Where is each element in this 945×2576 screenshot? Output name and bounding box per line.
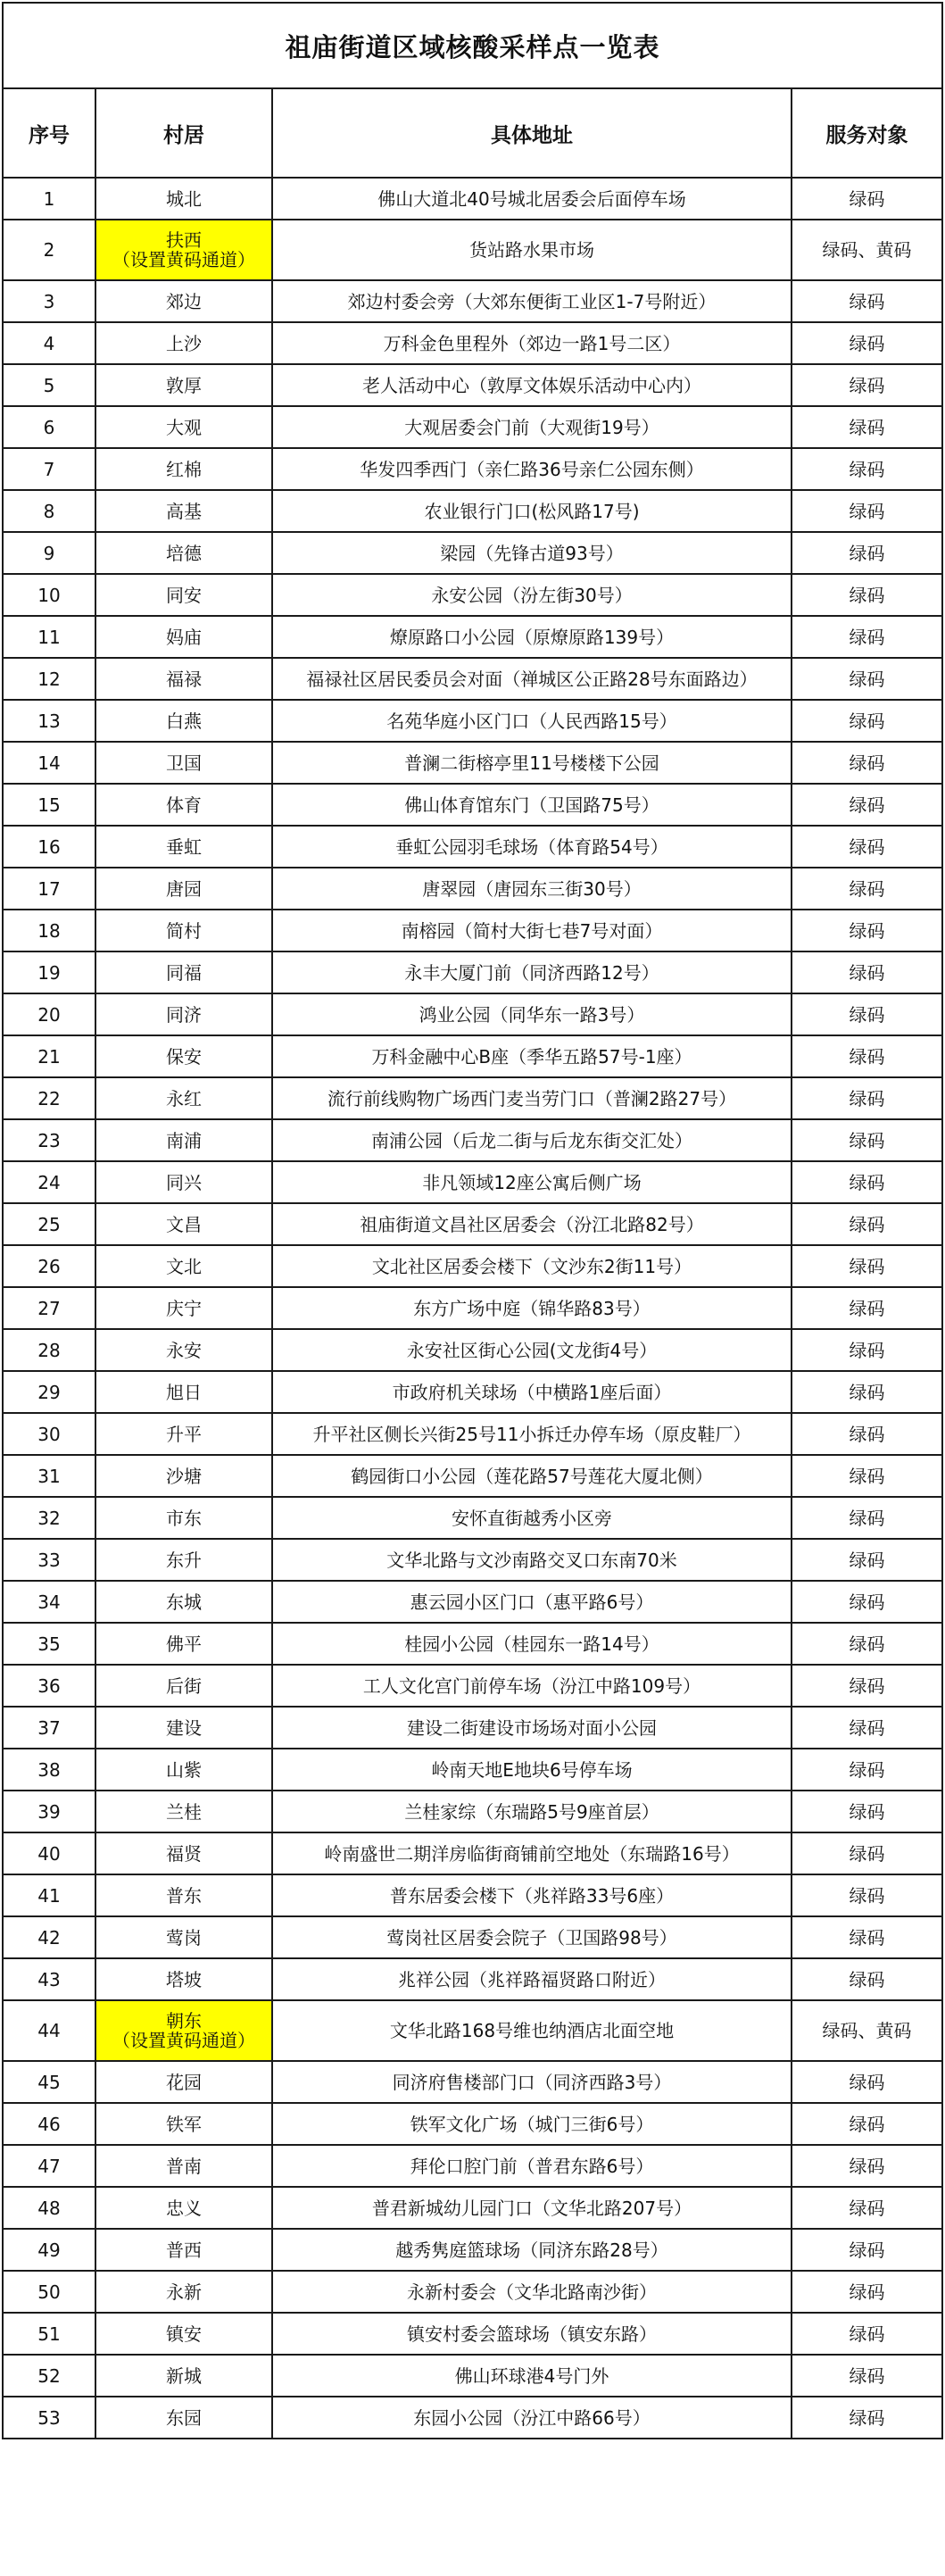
service-target: 绿码 (792, 2145, 942, 2187)
service-target: 绿码 (792, 1623, 942, 1665)
site-address: 文北社区居委会楼下（文沙东2街11号） (272, 1245, 792, 1287)
service-target: 绿码 (792, 1455, 942, 1497)
table-row (3, 1707, 942, 1749)
site-address: 大观居委会门前（大观街19号） (272, 406, 792, 448)
table-row (3, 1916, 942, 1958)
service-target: 绿码 (792, 490, 942, 532)
service-target: 绿码 (792, 1707, 942, 1749)
table-row (3, 1203, 942, 1245)
village-name: 市东 (95, 1497, 272, 1539)
table-row (3, 2145, 942, 2187)
table-row (3, 532, 942, 574)
yellow-code-channel-note: （设置黄码通道） (112, 2030, 255, 2051)
table-row (3, 993, 942, 1035)
row-number: 30 (3, 1413, 95, 1455)
village-name: 普西 (95, 2229, 272, 2271)
village-name: 同福 (95, 951, 272, 993)
service-target: 绿码 (792, 1791, 942, 1832)
site-address: 佛山体育馆东门（卫国路75号） (272, 784, 792, 826)
row-number: 25 (3, 1203, 95, 1245)
village-name: 大观 (95, 406, 272, 448)
row-number: 39 (3, 1791, 95, 1832)
village-name: 忠义 (95, 2187, 272, 2229)
service-target: 绿码 (792, 280, 942, 322)
village-name: 升平 (95, 1413, 272, 1455)
service-target: 绿码 (792, 1371, 942, 1413)
table-row (3, 1455, 942, 1497)
service-target: 绿码 (792, 1581, 942, 1623)
site-address: 越秀隽庭篮球场（同济东路28号） (272, 2229, 792, 2271)
service-target: 绿码 (792, 1161, 942, 1203)
site-address: 惠云园小区门口（惠平路6号） (272, 1581, 792, 1623)
site-address: 普东居委会楼下（兆祥路33号6座） (272, 1874, 792, 1916)
header-address: 具体地址 (272, 88, 792, 178)
row-number: 47 (3, 2145, 95, 2187)
row-number: 48 (3, 2187, 95, 2229)
table-row (3, 1035, 942, 1077)
site-address: 安怀直街越秀小区旁 (272, 1497, 792, 1539)
village-name: 高基 (95, 490, 272, 532)
row-number: 24 (3, 1161, 95, 1203)
site-address: 永丰大厦门前（同济西路12号） (272, 951, 792, 993)
village-name: 白燕 (95, 700, 272, 742)
village-label: 朝东 (166, 2010, 202, 2032)
village-name: 塔坡 (95, 1958, 272, 2000)
row-number: 20 (3, 993, 95, 1035)
row-number: 53 (3, 2397, 95, 2439)
service-target: 绿码 (792, 1413, 942, 1455)
village-name: 佛平 (95, 1623, 272, 1665)
service-target: 绿码 (792, 1035, 942, 1077)
row-number: 31 (3, 1455, 95, 1497)
table-row (3, 1245, 942, 1287)
village-name: 东园 (95, 2397, 272, 2439)
title-row (3, 3, 942, 88)
service-target: 绿码 (792, 1203, 942, 1245)
site-address: 兆祥公园（兆祥路福贤路口附近） (272, 1958, 792, 2000)
site-address: 永新村委会（文华北路南沙街） (272, 2271, 792, 2313)
service-target: 绿码 (792, 658, 942, 700)
row-number: 16 (3, 826, 95, 868)
service-target: 绿码 (792, 1329, 942, 1371)
service-target: 绿码 (792, 742, 942, 784)
header-no: 序号 (3, 88, 95, 178)
village-name: 铁军 (95, 2103, 272, 2145)
service-target: 绿码 (792, 1245, 942, 1287)
village-name: 福禄 (95, 658, 272, 700)
village-name: 同济 (95, 993, 272, 1035)
table-row (3, 2000, 942, 2061)
site-address: 升平社区侧长兴街25号11小拆迁办停车场（原皮鞋厂） (272, 1413, 792, 1455)
village-name: 文昌 (95, 1203, 272, 1245)
row-number: 21 (3, 1035, 95, 1077)
village-name: 旭日 (95, 1371, 272, 1413)
table-row (3, 406, 942, 448)
table-row (3, 448, 942, 490)
service-target: 绿码 (792, 364, 942, 406)
service-target: 绿码、黄码 (792, 220, 942, 280)
site-address: 东方广场中庭（锦华路83号） (272, 1287, 792, 1329)
service-target: 绿码 (792, 322, 942, 364)
table-row (3, 658, 942, 700)
service-target: 绿码 (792, 406, 942, 448)
row-number: 45 (3, 2061, 95, 2103)
table-row (3, 1161, 942, 1203)
service-target: 绿码 (792, 784, 942, 826)
row-number: 13 (3, 700, 95, 742)
site-address: 梁园（先锋古道93号） (272, 532, 792, 574)
table-row (3, 490, 942, 532)
table-row (3, 616, 942, 658)
table-row (3, 364, 942, 406)
service-target: 绿码 (792, 2313, 942, 2355)
service-target: 绿码 (792, 1958, 942, 2000)
village-name: 沙塘 (95, 1455, 272, 1497)
service-target: 绿码 (792, 1749, 942, 1791)
table-row (3, 826, 942, 868)
row-number: 36 (3, 1665, 95, 1707)
site-address: 莺岗社区居委会院子（卫国路98号） (272, 1916, 792, 1958)
table-row (3, 2061, 942, 2103)
table-row (3, 910, 942, 951)
table-body (3, 178, 942, 2439)
village-name: 郊边 (95, 280, 272, 322)
site-address: 工人文化宫门前停车场（汾江中路109号） (272, 1665, 792, 1707)
row-number: 1 (3, 178, 95, 220)
row-number: 12 (3, 658, 95, 700)
service-target: 绿码 (792, 1077, 942, 1119)
table-row (3, 1371, 942, 1413)
site-address: 南浦公园（后龙二街与后龙东街交汇处） (272, 1119, 792, 1161)
village-name: 建设 (95, 1707, 272, 1749)
row-number: 44 (3, 2000, 95, 2061)
site-address: 永安社区街心公园(文龙街4号） (272, 1329, 792, 1371)
row-number: 5 (3, 364, 95, 406)
service-target: 绿码 (792, 1287, 942, 1329)
service-target: 绿码 (792, 1665, 942, 1707)
table-row (3, 1791, 942, 1832)
table-row (3, 1329, 942, 1371)
village-name: 永新 (95, 2271, 272, 2313)
site-address: 文华北路168号维也纳酒店北面空地 (272, 2000, 792, 2061)
row-number: 34 (3, 1581, 95, 1623)
village-name: 唐园 (95, 868, 272, 910)
service-target: 绿码 (792, 993, 942, 1035)
row-number: 46 (3, 2103, 95, 2145)
service-target: 绿码 (792, 700, 942, 742)
village-name: 莺岗 (95, 1916, 272, 1958)
row-number: 11 (3, 616, 95, 658)
service-target: 绿码 (792, 951, 942, 993)
village-name: 东城 (95, 1581, 272, 1623)
yellow-code-channel-note: （设置黄码通道） (112, 249, 255, 270)
site-address: 佛山大道北40号城北居委会后面停车场 (272, 178, 792, 220)
row-number: 6 (3, 406, 95, 448)
row-number: 17 (3, 868, 95, 910)
table-row (3, 322, 942, 364)
table-row (3, 1497, 942, 1539)
site-address: 同济府售楼部门口（同济西路3号） (272, 2061, 792, 2103)
row-number: 51 (3, 2313, 95, 2355)
village-name: 普南 (95, 2145, 272, 2187)
row-number: 35 (3, 1623, 95, 1665)
row-number: 2 (3, 220, 95, 280)
site-address: 祖庙街道文昌社区居委会（汾江北路82号） (272, 1203, 792, 1245)
village-name: 垂虹 (95, 826, 272, 868)
site-address: 老人活动中心（敦厚文体娱乐活动中心内） (272, 364, 792, 406)
table-title: 祖庙街道区域核酸采样点一览表 (3, 3, 942, 88)
service-target: 绿码 (792, 2397, 942, 2439)
table-row (3, 2397, 942, 2439)
table-row (3, 2103, 942, 2145)
table-row (3, 1539, 942, 1581)
service-target: 绿码 (792, 532, 942, 574)
site-address: 永安公园（汾左街30号） (272, 574, 792, 616)
table-row (3, 2313, 942, 2355)
table-row (3, 700, 942, 742)
table-row (3, 1665, 942, 1707)
site-address: 建设二街建设市场场对面小公园 (272, 1707, 792, 1749)
service-target: 绿码 (792, 448, 942, 490)
table-row (3, 1832, 942, 1874)
site-address: 唐翠园（唐园东三街30号） (272, 868, 792, 910)
service-target: 绿码 (792, 574, 942, 616)
row-number: 15 (3, 784, 95, 826)
village-name: 兰桂 (95, 1791, 272, 1832)
service-target: 绿码 (792, 2355, 942, 2397)
service-target: 绿码 (792, 1874, 942, 1916)
village-name: 同安 (95, 574, 272, 616)
service-target: 绿码 (792, 910, 942, 951)
village-name: 城北 (95, 178, 272, 220)
service-target: 绿码 (792, 1497, 942, 1539)
service-target: 绿码 (792, 2229, 942, 2271)
table-row (3, 1077, 942, 1119)
service-target: 绿码 (792, 616, 942, 658)
table-row (3, 868, 942, 910)
table-row (3, 951, 942, 993)
village-name: 镇安 (95, 2313, 272, 2355)
row-number: 7 (3, 448, 95, 490)
row-number: 26 (3, 1245, 95, 1287)
row-number: 9 (3, 532, 95, 574)
table-row (3, 2187, 942, 2229)
village-name (95, 220, 272, 280)
service-target: 绿码 (792, 2103, 942, 2145)
row-number: 14 (3, 742, 95, 784)
table-row (3, 220, 942, 280)
village-name (95, 2000, 272, 2061)
village-name: 新城 (95, 2355, 272, 2397)
site-address: 桂园小公园（桂园东一路14号） (272, 1623, 792, 1665)
table-row (3, 1749, 942, 1791)
service-target: 绿码 (792, 2187, 942, 2229)
service-target: 绿码 (792, 1539, 942, 1581)
village-label: 扶西 (166, 229, 202, 251)
row-number: 41 (3, 1874, 95, 1916)
site-address: 郊边村委会旁（大郊东便街工业区1-7号附近） (272, 280, 792, 322)
service-target: 绿码 (792, 178, 942, 220)
village-name: 红棉 (95, 448, 272, 490)
row-number: 50 (3, 2271, 95, 2313)
row-number: 4 (3, 322, 95, 364)
table-row (3, 574, 942, 616)
service-target: 绿码 (792, 2061, 942, 2103)
site-address: 佛山环球港4号门外 (272, 2355, 792, 2397)
table-row (3, 280, 942, 322)
table-row (3, 1119, 942, 1161)
row-number: 8 (3, 490, 95, 532)
header-target: 服务对象 (792, 88, 942, 178)
village-name: 东升 (95, 1539, 272, 1581)
site-address: 万科金融中心B座（季华五路57号-1座） (272, 1035, 792, 1077)
service-target: 绿码 (792, 1119, 942, 1161)
village-name: 妈庙 (95, 616, 272, 658)
site-address: 拜伦口腔门前（普君东路6号） (272, 2145, 792, 2187)
table-row (3, 1874, 942, 1916)
site-address: 燎原路口小公园（原燎原路139号） (272, 616, 792, 658)
table-row (3, 1287, 942, 1329)
village-name: 后街 (95, 1665, 272, 1707)
row-number: 22 (3, 1077, 95, 1119)
row-number: 38 (3, 1749, 95, 1791)
site-address: 万科金色里程外（郊边一路1号二区） (272, 322, 792, 364)
village-name: 福贤 (95, 1832, 272, 1874)
site-address: 福禄社区居民委员会对面（禅城区公正路28号东面路边） (272, 658, 792, 700)
row-number: 42 (3, 1916, 95, 1958)
row-number: 29 (3, 1371, 95, 1413)
table-row (3, 742, 942, 784)
village-name: 同兴 (95, 1161, 272, 1203)
table-row (3, 1413, 942, 1455)
service-target: 绿码 (792, 826, 942, 868)
village-name: 上沙 (95, 322, 272, 364)
site-address: 岭南盛世二期洋房临街商铺前空地处（东瑞路16号） (272, 1832, 792, 1874)
service-target: 绿码、黄码 (792, 2000, 942, 2061)
table-row (3, 1623, 942, 1665)
site-address: 镇安村委会篮球场（镇安东路） (272, 2313, 792, 2355)
table-row (3, 784, 942, 826)
site-address: 市政府机关球场（中横路1座后面） (272, 1371, 792, 1413)
row-number: 33 (3, 1539, 95, 1581)
row-number: 37 (3, 1707, 95, 1749)
site-address: 南榕园（简村大街七巷7号对面） (272, 910, 792, 951)
row-number: 52 (3, 2355, 95, 2397)
site-address: 东园小公园（汾江中路66号） (272, 2397, 792, 2439)
site-address: 垂虹公园羽毛球场（体育路54号） (272, 826, 792, 868)
header-row (3, 88, 942, 178)
village-name: 敦厚 (95, 364, 272, 406)
site-address: 流行前线购物广场西门麦当劳门口（普澜2路27号） (272, 1077, 792, 1119)
village-name: 南浦 (95, 1119, 272, 1161)
village-name: 庆宁 (95, 1287, 272, 1329)
site-address: 非凡领域12座公寓后侧广场 (272, 1161, 792, 1203)
table-row (3, 2229, 942, 2271)
row-number: 49 (3, 2229, 95, 2271)
table-row (3, 2271, 942, 2313)
row-number: 27 (3, 1287, 95, 1329)
village-name: 永红 (95, 1077, 272, 1119)
table-row (3, 2355, 942, 2397)
site-address: 农业银行门口(松风路17号) (272, 490, 792, 532)
row-number: 3 (3, 280, 95, 322)
site-address: 货站路水果市场 (272, 220, 792, 280)
village-name: 培德 (95, 532, 272, 574)
site-address: 鸿业公园（同华东一路3号） (272, 993, 792, 1035)
table-row (3, 1958, 942, 2000)
service-target: 绿码 (792, 868, 942, 910)
row-number: 40 (3, 1832, 95, 1874)
village-name: 普东 (95, 1874, 272, 1916)
table-row (3, 1581, 942, 1623)
site-address: 岭南天地E地块6号停车场 (272, 1749, 792, 1791)
service-target: 绿码 (792, 1832, 942, 1874)
village-name: 文北 (95, 1245, 272, 1287)
village-name: 简村 (95, 910, 272, 951)
village-name: 花园 (95, 2061, 272, 2103)
village-name: 永安 (95, 1329, 272, 1371)
service-target: 绿码 (792, 2271, 942, 2313)
site-address: 普君新城幼儿园门口（文华北路207号） (272, 2187, 792, 2229)
row-number: 28 (3, 1329, 95, 1371)
village-name: 卫国 (95, 742, 272, 784)
site-address: 普澜二街榕亭里11号楼楼下公园 (272, 742, 792, 784)
village-name: 保安 (95, 1035, 272, 1077)
site-address: 文华北路与文沙南路交叉口东南70米 (272, 1539, 792, 1581)
site-address: 名苑华庭小区门口（人民西路15号） (272, 700, 792, 742)
village-name: 山紫 (95, 1749, 272, 1791)
table-row (3, 178, 942, 220)
row-number: 32 (3, 1497, 95, 1539)
header-village: 村居 (95, 88, 272, 178)
service-target: 绿码 (792, 1916, 942, 1958)
row-number: 43 (3, 1958, 95, 2000)
site-address: 华发四季西门（亲仁路36号亲仁公园东侧） (272, 448, 792, 490)
site-address: 铁军文化广场（城门三街6号） (272, 2103, 792, 2145)
site-address: 兰桂家综（东瑞路5号9座首层） (272, 1791, 792, 1832)
row-number: 19 (3, 951, 95, 993)
row-number: 23 (3, 1119, 95, 1161)
site-address: 鹤园街口小公园（莲花路57号莲花大厦北侧） (272, 1455, 792, 1497)
row-number: 10 (3, 574, 95, 616)
row-number: 18 (3, 910, 95, 951)
sampling-sites-table (2, 2, 943, 2439)
village-name: 体育 (95, 784, 272, 826)
